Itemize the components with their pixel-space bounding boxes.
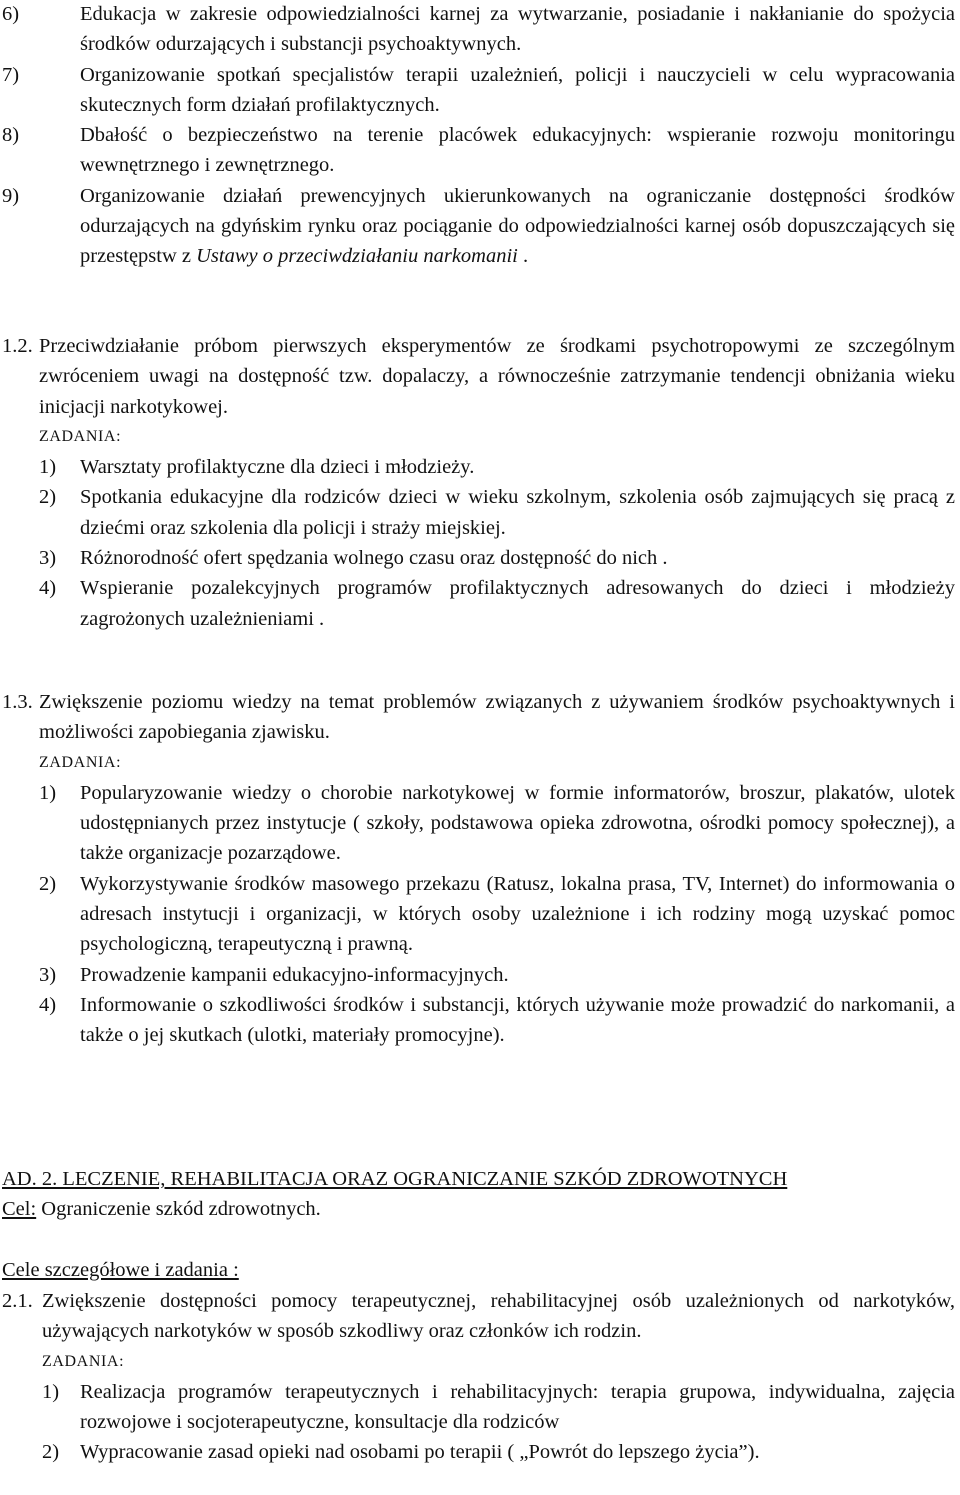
- list-item: [39, 869, 955, 960]
- goal-line-text: Ograniczenie szkód zdrowotnych.: [36, 1198, 321, 1221]
- list-item-text: Różnorodność ofert spędzania wolnego czasu oraz dostępność do nich .: [80, 547, 668, 570]
- goal-line: [2, 1194, 955, 1224]
- spacer: [2, 1225, 955, 1255]
- list-item-text: Realizacja programów terapeutycznych i rehabilitacyjnych: terapia grupowa, indywidualna, zajęcia rozwojowe i socjoterapeutyczne, konsultacje dla rodziców: [80, 1380, 955, 1434]
- list-item-text: Warsztaty profilaktyczne dla dzieci i młodzieży.: [80, 456, 475, 479]
- list-item-number: 1): [39, 456, 57, 479]
- task-list: [39, 452, 955, 634]
- list-item: [39, 452, 955, 482]
- list-item-text: Informowanie o szkodliwości środków i substancji, których używanie może prowadzić do narkomanii, a także o jej skutkach (ulotki, materiały promocyjne).: [80, 993, 955, 1047]
- subsection-heading: Cele szczegółowe i zadania :: [2, 1258, 239, 1281]
- list-item-text: Wykorzystywanie środków masowego przekazu (Ratusz, lokalna prasa, TV, Internet) do informowania o adresach instytucji i organizacji, w których osoby uzależnione i ich rodziny mogą uzyskać pomoc psychologiczną, terapeutyczną i prawną.: [80, 872, 955, 956]
- list-item: [39, 482, 955, 543]
- list-item-number: 1): [42, 1380, 60, 1403]
- list-item-text: Wypracowanie zasad opieki nad osobami po terapii ( „Powrót do lepszego życia”).: [80, 1441, 760, 1464]
- list-item-number: 4): [39, 993, 57, 1016]
- task-list: [42, 1377, 955, 1468]
- list-item-text: Wspieranie pozalekcyjnych programów profilaktycznych adresowanych do dzieci i młodzieży zagrożonych uzależnieniami .: [80, 577, 955, 630]
- list-item-text: Dbałość o bezpieczeństwo na terenie placówek edukacyjnych: wspieranie rozwoju monitoringu wewnętrznego i zewnętrznego.: [80, 124, 955, 177]
- list-item-text: Organizowanie spotkań specjalistów terapii uzależnień, policji i nauczycieli w celu wypracowania skutecznych form działań profilaktycznych.: [80, 63, 955, 116]
- goal-number: 2.1.: [2, 1290, 33, 1312]
- list-item-number: 2): [39, 486, 57, 509]
- list-item: [2, 120, 955, 181]
- goal-2-1: [2, 1286, 955, 1468]
- goal-number: 1.3.: [2, 691, 33, 713]
- goal-number: 1.2.: [2, 335, 33, 357]
- goal-label: Cel:: [2, 1198, 37, 1221]
- list-item-number: 6): [2, 3, 20, 25]
- tasks-label: ZADANIA:: [39, 427, 122, 445]
- list-item: [39, 573, 955, 634]
- list-item-number: 9): [2, 184, 20, 207]
- list-item: [2, 0, 955, 60]
- list-item-number: 1): [39, 781, 57, 804]
- list-item: [39, 543, 955, 573]
- list-item-number: 7): [2, 63, 20, 86]
- tasks-label: ZADANIA:: [42, 1352, 125, 1370]
- list-item-number: 8): [2, 124, 20, 147]
- ad2-section: [2, 1164, 955, 1285]
- section-heading: AD. 2. LECZENIE, REHABILITACJA ORAZ OGRANICZANIE SZKÓD ZDROWOTNYCH: [2, 1168, 788, 1190]
- goal-heading: [2, 687, 955, 748]
- list-item-text-end: .: [522, 245, 529, 268]
- goal-text: Zwiększenie poziomu wiedzy na temat problemów związanych z używaniem środków psychoaktywnych i możliwości zapobiegania zjawisku.: [39, 691, 955, 744]
- task-list: [39, 778, 955, 1051]
- list-item: [42, 1437, 955, 1467]
- list-item-text: Prowadzenie kampanii edukacyjno-informacyjnych.: [80, 963, 509, 986]
- list-item-number: 2): [39, 872, 57, 895]
- tasks-label: ZADANIA:: [39, 753, 122, 771]
- list-item-number: 3): [39, 547, 57, 570]
- list-item: [2, 60, 955, 121]
- list-item: [42, 1377, 955, 1438]
- goal-text: Zwiększenie dostępności pomocy terapeutycznej, rehabilitacyjnej osób uzależnionych od narkotyków, używających narkotyków w sposób szkodliwy oraz członków ich rodzin.: [42, 1290, 955, 1343]
- goal-text: Przeciwdziałanie próbom pierwszych eksperymentów ze środkami psychotropowymi ze szczególnym zwróceniem uwagi na dostępność tzw. dopalaczy, a równocześnie zatrzymanie tendencji obniżania wieku inicjacji narkotykowej.: [39, 335, 955, 418]
- list-item-text: [80, 181, 955, 272]
- law-title: Ustawy o przeciwdziałaniu narkomanii: [196, 245, 518, 268]
- list-item-number: 2): [42, 1441, 60, 1464]
- list-item-text: Popularyzowanie wiedzy o chorobie narkotykowej w formie informatorów, broszur, plakatów, ulotek udostępnianych przez instytucje ( szkoły, podstawowa opieka zdrowotna, ośrodki pomocy społecznej), a także organizacje pozarządowe.: [80, 781, 955, 865]
- list-section-1-1: [2, 0, 955, 272]
- list-item-number: 4): [39, 577, 57, 600]
- list-item: [2, 181, 955, 272]
- goal-heading: [2, 1286, 955, 1347]
- list-item-text: Spotkania edukacyjne dla rodziców dzieci w wieku szkolnym, szkolenia osób zajmujących się pracą z dziećmi oraz szkolenia dla policji i straży miejskiej.: [80, 486, 955, 539]
- goal-1-3: [2, 687, 955, 1051]
- list-item: [39, 778, 955, 869]
- list-item-text-main: Organizowanie działań prewencyjnych ukierunkowanych na ograniczanie dostępności środków odurzających na gdyńskim rynku oraz pociąganie do odpowiedzialności karnej osób dopuszczających się przestępstw z: [80, 184, 955, 268]
- list-item-text: Edukacja w zakresie odpowiedzialności karnej za wytwarzanie, posiadanie i nakłanianie do spożycia środków odurzających i substancji psychoaktywnych.: [80, 3, 955, 56]
- list-item-number: 3): [39, 963, 57, 986]
- list-item: [39, 960, 955, 990]
- goal-1-2: [2, 331, 955, 634]
- list-item: [39, 990, 955, 1051]
- goal-heading: [2, 331, 955, 422]
